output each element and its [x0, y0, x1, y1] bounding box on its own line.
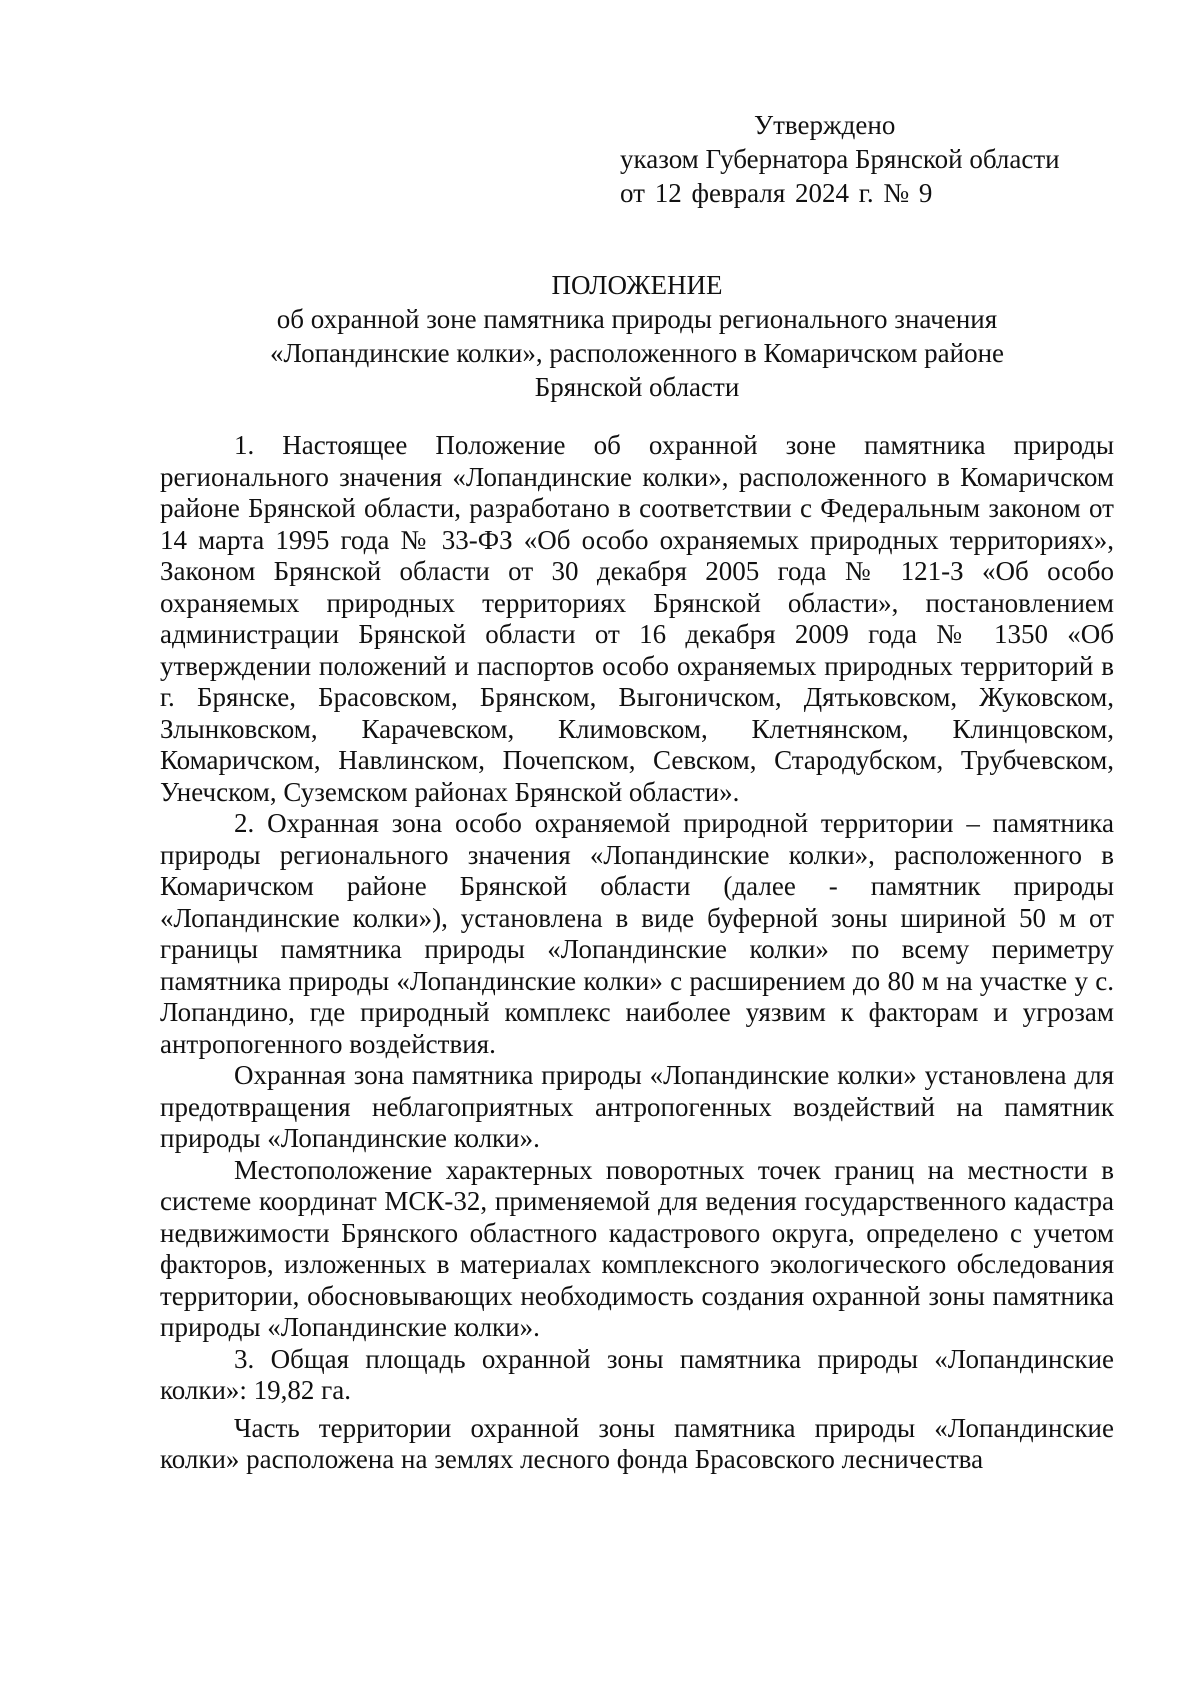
paragraph-3-forest-lands: Часть территории охранной зоны памятника природы «Лопандинские колки» расположена на землях лесного фонда Брасовского лесничества — [160, 1412, 1114, 1474]
paragraph-1: 1. Настоящее Положение об охранной зоне памятника природы регионального значения «Лопандинские колки», расположенного в Комаричском районе Брянской области, разработано в соответствии с Федеральным законом от 14 марта 1995 года № 33-ФЗ «Об особо охраняемых природных территориях», Законом Брянской области от 30 декабря 2005 года № 121-З «Об особо охраняемых природных территориях Брянской области», постановлением администрации Брянской области от 16 декабря 2009 года № 1350 «Об утверждении положений и паспортов особо охраняемых природных территорий в г. Брянске, Брасовском, Брянском, Выгоничском, Дятьковском, Жуковском, Злынковском, Карачевском, Климовском, Клетнянском, Клинцовском, Комаричском, Навлинском, Почепском, Севском, Стародубском, Трубчевском, Унечском, Суземском районах Брянской области». — [160, 430, 1114, 807]
document-subtitle-line: об охранной зоне памятника природы регионального значения — [276, 304, 998, 334]
paragraph-3: 3. Общая площадь охранной зоны памятника природы «Лопандинские колки»: 19,82 га. — [160, 1343, 1114, 1405]
document-title-block — [160, 268, 1114, 404]
document-subtitle-line: Брянской области — [534, 372, 740, 402]
approval-line: Утверждено — [754, 110, 896, 140]
approval-line: от 12 февраля 2024 г. № 9 — [620, 178, 933, 208]
document-heading: ПОЛОЖЕНИЕ — [551, 270, 723, 300]
paragraph-2-protection-purpose: Охранная зона памятника природы «Лопандинские колки» установлена для предотвращения неблагоприятных антропогенных воздействий на памятник природы «Лопандинские колки». — [160, 1060, 1114, 1153]
document-subtitle-line: «Лопандинские колки», расположенного в Комаричском районе — [269, 338, 1005, 368]
paragraph-2: 2. Охранная зона особо охраняемой природной территории – памятника природы регионального значения «Лопандинские колки», расположенного в Комаричском районе Брянской области (далее - памятник природы «Лопандинские колки»), установлена в виде буферной зоны шириной 50 м от границы памятника природы «Лопандинские колки» по всему периметру памятника природы «Лопандинские колки» с расширением до 80 м на участке у с. Лопандино, где природный комплекс наиболее уязвим к факторам и угрозам антропогенного воздействия. — [160, 808, 1114, 1059]
approval-stamp — [620, 108, 1060, 210]
paragraph-2-boundary-location: Местоположение характерных поворотных точек границ на местности в системе координат МСК-32, применяемой для ведения государственного кадастра недвижимости Брянского областного кадастрового округа, определено с учетом факторов, изложенных в материалах комплексного экологического обследования территории, обосновывающих необходимость создания охранной зоны памятника природы «Лопандинские колки». — [160, 1154, 1114, 1342]
approval-line: указом Губернатора Брянской области — [620, 144, 1060, 174]
document-body — [160, 430, 1114, 1476]
